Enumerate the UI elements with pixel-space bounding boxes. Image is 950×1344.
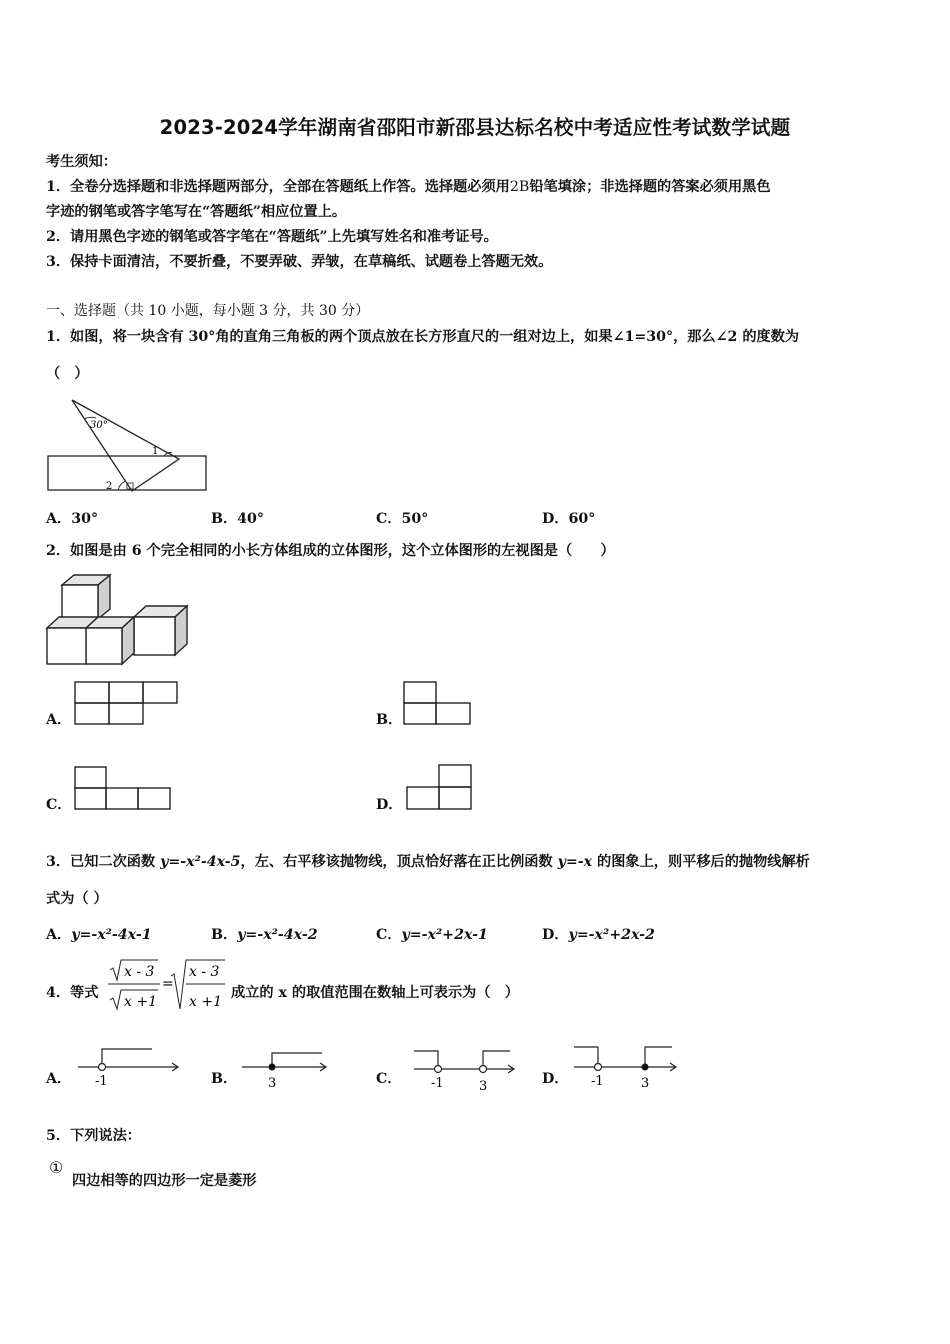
q4-num-right: x - 3: [189, 964, 220, 980]
notice-heading: 考生须知：: [46, 154, 117, 170]
notice-line1b: 2B: [509, 179, 530, 195]
notice-line1d: 字迹的钢笔或答字笔写在“答题纸”相应位置上。: [46, 204, 347, 220]
notice-line3: 3．保持卡面清洁，不要折叠，不要弄破、弄皱，在草稿纸、试题卷上答题无效。: [46, 254, 553, 270]
q4-option-a[interactable]: A．: [46, 1071, 72, 1087]
q2-option-b[interactable]: B．: [376, 712, 403, 728]
q4-equation: [104, 958, 228, 1010]
q3-option-d-label: D．: [542, 927, 569, 943]
q4-den-right: x +1: [189, 994, 222, 1010]
q2-option-d[interactable]: D．: [376, 797, 403, 813]
q3-text-c: 的图象上，则平移后的抛物线解析: [592, 854, 810, 870]
q4-den-left: x +1: [124, 994, 157, 1010]
q3-option-c-expr: y=-x²+2x-1: [401, 927, 488, 943]
q3-option-c-label: C．: [376, 927, 402, 943]
q1-text: 1．如图，将一块含有 30°角的直角三角板的两个顶点放在长方形直尺的一组对边上，如果∠1=30°，那么∠2 的度数为: [46, 329, 800, 345]
q1-option-b[interactable]: B．40°: [211, 511, 265, 527]
q3-option-b-expr: y=-x²-4x-2: [237, 927, 318, 943]
q3-option-b-label: B．: [211, 927, 238, 943]
page-title: 2023-2024学年湖南省邵阳市新邵县达标名校中考适应性考试数学试题: [159, 116, 791, 139]
angle30-arc: [84, 417, 96, 419]
q2-view-c: [74, 766, 174, 812]
q2-option-c[interactable]: C．: [46, 797, 72, 813]
q4-numberline-a: [74, 1045, 184, 1093]
q4-c-tick2: 3: [479, 1079, 488, 1094]
q4-d-tick2: 3: [641, 1076, 650, 1091]
q3-text-b: ，左、右平移该抛物线，顶点恰好落在正比例函数: [240, 854, 558, 870]
q4-d-tick1: -1: [591, 1074, 604, 1089]
q3-option-a[interactable]: [46, 924, 152, 944]
q2-view-b: [403, 681, 473, 727]
q4-equals: =: [162, 976, 174, 992]
notice-line1: [46, 177, 771, 197]
fig-label-2: 2: [106, 481, 113, 492]
q1-paren: （ ）: [46, 366, 89, 382]
q4-option-d[interactable]: D．: [542, 1071, 569, 1087]
q3-func: y=-x²-4x-5: [160, 854, 241, 870]
q4-option-b[interactable]: B．: [211, 1071, 238, 1087]
section-heading: 一、选择题（共 10 小题，每小题 3 分，共 30 分）: [46, 303, 370, 319]
q4-numberline-c: [410, 1045, 520, 1095]
q5-item-mark: ①: [49, 1158, 64, 1177]
q3-text-a: 3．已知二次函数: [46, 854, 161, 870]
q1-option-c[interactable]: C．50°: [376, 511, 429, 527]
q3-option-b[interactable]: [211, 924, 318, 944]
q3-option-a-expr: y=-x²-4x-1: [71, 927, 152, 943]
notice-line1c: 铅笔填涂；非选择题的答案必须用黑色: [529, 179, 771, 195]
q2-option-a[interactable]: A．: [46, 712, 72, 728]
fig-label-1: 1: [152, 446, 159, 457]
q2-view-a: [74, 681, 180, 727]
q1-option-d[interactable]: D．60°: [542, 511, 596, 527]
q4-b-tick: 3: [268, 1076, 277, 1091]
q4-numberline-d: [570, 1042, 682, 1092]
q1-figure: [44, 397, 214, 497]
q3-option-d[interactable]: [542, 924, 655, 944]
q5-text: 5．下列说法：: [46, 1128, 141, 1144]
notice-line1a: 1．全卷分选择题和非选择题两部分，全部在答题纸上作答。选择题必须用: [46, 179, 510, 195]
notice-line2: 2．请用黑色字迹的钢笔或答字笔在“答题纸”上先填写姓名和准考证号。: [46, 229, 498, 245]
q2-solid-figure: [44, 575, 196, 667]
triangle-plate: [72, 400, 179, 491]
angle2-arc: [118, 481, 126, 490]
q4-c-tick1: -1: [431, 1076, 444, 1091]
q3-text-line2: 式为（ ）: [46, 891, 108, 907]
q2-text: 2．如图是由 6 个完全相同的小长方体组成的立体图形，这个立体图形的左视图是（ ）: [46, 543, 615, 559]
q3-func2: y=-x: [557, 854, 593, 870]
q4-numberline-b: [238, 1045, 332, 1093]
q3-option-c[interactable]: [376, 924, 488, 944]
q3-option-a-label: A．: [46, 927, 72, 943]
q2-view-d: [406, 764, 474, 812]
q1-option-a[interactable]: A．30°: [46, 511, 99, 527]
fig-angle-30: 30°: [90, 420, 108, 431]
q3-option-d-expr: y=-x²+2x-2: [568, 927, 655, 943]
q4-lead: 4．等式: [46, 985, 99, 1001]
q3-text-line1: [46, 852, 810, 872]
q5-item1: 四边相等的四边形一定是菱形: [72, 1173, 257, 1189]
q4-num-left: x - 3: [124, 964, 155, 980]
q4-tail: 成立的 x 的取值范围在数轴上可表示为（ ）: [231, 985, 519, 1001]
q4-option-c[interactable]: C．: [376, 1071, 402, 1087]
q4-a-tick: -1: [95, 1074, 108, 1089]
